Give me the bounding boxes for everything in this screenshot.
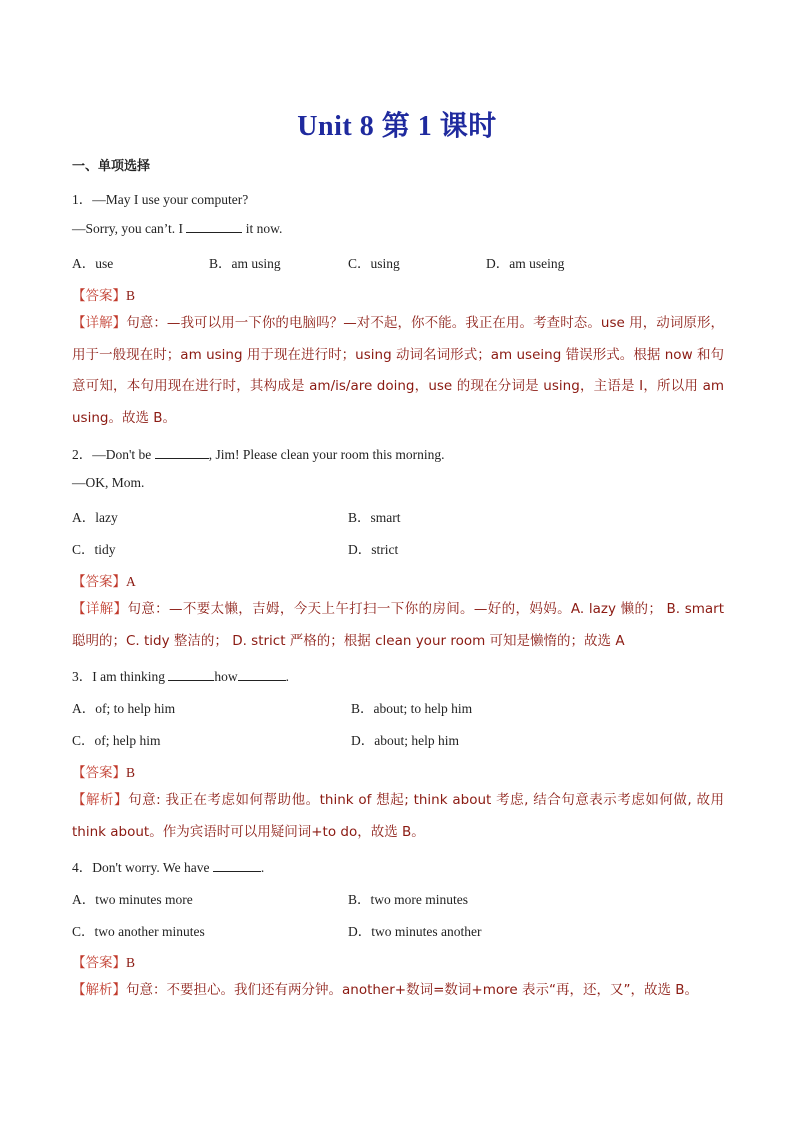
answer-value: A [126,574,136,589]
option-b: B．about; to help him [351,701,473,716]
option-c: C．two another minutes [72,924,205,939]
answer-label: 【答案】 [72,765,126,781]
answer-blank [186,220,242,233]
question-3-answer [72,761,135,781]
question-4-stem [72,856,264,876]
question-number: 3． [72,669,93,684]
question-4-answer [72,951,135,971]
question-text: Don't worry. We have [92,860,210,875]
question-1-stem-line-2 [72,220,282,237]
question-text: . [285,669,289,684]
answer-blank [238,668,286,681]
question-text: it now. [245,221,283,236]
option-c: C．of; help him [72,733,161,748]
option-a: A．use [72,256,114,271]
detail-label: 【详解】 [72,315,127,331]
detail-text: 句意: 我正在考虑如何帮助他。think of 想起; think about 考虑, 结合句意表示考虑如何做, 故用 think about。作为宾语时可以用疑问词+to do，故选 B。 [72,792,725,840]
question-text: —Sorry, you can’t. I [72,221,183,236]
question-text: I am thinking [92,669,165,684]
option-a: A．of; to help him [72,701,176,716]
question-number: 1． [72,192,93,207]
option-b: B．smart [348,510,401,525]
answer-label: 【答案】 [72,574,126,590]
answer-value: B [126,765,136,780]
option-c: C．tidy [72,542,116,557]
detail-label: 【解析】 [72,792,129,808]
question-2-stem-line-2: —OK, Mom. [72,475,145,490]
option-c: C．using [348,256,400,271]
option-d: D．about; help him [351,733,459,748]
detail-text: 句意：不要担心。我们还有两分钟。another+数词=数词+more 表示“再，还，又”，故选 B。 [126,982,699,998]
detail-text: 句意：—不要太懒，吉姆，今天上午打扫一下你的房间。—好的，妈妈。A. lazy 懒的； B. smart 聪明的；C. tidy 整洁的； D. strict 严格的；根据 clean your room 可知是懒惰的；故选 A [72,601,724,649]
question-2-detail [72,594,724,657]
option-d: D．strict [348,542,399,557]
option-b: B．two more minutes [348,892,468,907]
question-1-stem-line-1 [72,188,248,208]
answer-blank [168,668,214,681]
question-text: . [260,860,265,875]
option-d: D．am useing [486,256,565,271]
question-text: —Don't be [92,447,152,462]
option-b: B．am using [209,256,281,271]
question-3-stem [72,665,289,685]
question-text: how [214,669,238,684]
option-a: A．two minutes more [72,892,193,907]
answer-value: B [126,955,136,970]
question-number: 4． [72,860,93,875]
question-1-answer [72,284,135,304]
question-2-answer [72,570,136,590]
question-4-detail [72,975,724,1007]
detail-label: 【详解】 [72,601,128,617]
question-1-detail [72,308,724,434]
detail-label: 【解析】 [72,982,126,998]
question-text: , Jim! Please clean your room this morning. [208,447,445,462]
section-heading: 一、单项选择 [72,159,151,174]
question-2-stem-line-1 [72,443,445,463]
question-text: —May I use your computer? [92,192,249,207]
option-a: A．lazy [72,510,118,525]
answer-label: 【答案】 [72,288,126,304]
answer-label: 【答案】 [72,955,126,971]
answer-value: B [126,288,136,303]
option-d: D．two minutes another [348,924,482,939]
detail-text: 句意：—我可以用一下你的电脑吗？—对不起，你不能。我正在用。考查时态。use 用，动词原形，用于一般现在时；am using 用于现在进行时；using 动词名词形式；am useing 错误形式。根据 now 和句意可知，本句用现在进行时，其构成是 am/is/are doing，use 的现在分词是 using，主语是 I，所以用 am using。故选 B。 [72,315,725,426]
answer-blank [155,446,209,459]
page-title: Unit 8 第 1 课时 [297,111,497,142]
answer-blank [213,859,261,872]
question-3-detail [72,785,724,848]
question-number: 2． [72,447,93,462]
